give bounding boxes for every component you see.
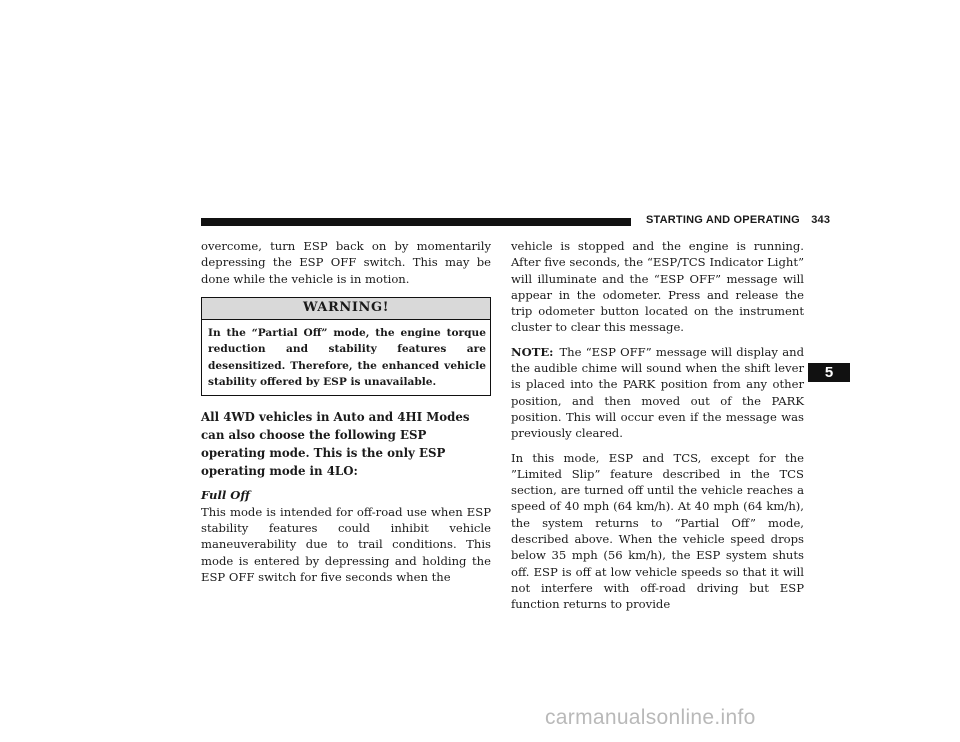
section-title: STARTING AND OPERATING xyxy=(646,214,800,226)
warning-body: In the “Partial Off” mode, the engine torque reduction and stability features are desensitized. Therefore, the enhanced vehicle stability offered by ESP is unavailable. xyxy=(208,327,486,389)
note-label: NOTE: xyxy=(511,344,554,359)
chapter-tab: 5 xyxy=(808,363,850,382)
mode-subheading: Full Off xyxy=(201,488,250,503)
paragraph: This mode is intended for off-road use when ESP stability features could inhibit vehicle maneuverability due to trail conditions. This mode is entered by depressing and holding the ESP OFF switch for five seconds when the xyxy=(201,504,491,584)
running-header xyxy=(646,214,830,226)
right-column xyxy=(511,238,804,621)
page-number: 343 xyxy=(811,214,831,226)
warning-title: WARNING! xyxy=(202,298,490,320)
note-text: The “ESP OFF” message will display and the audible chime will sound when the shift lever is placed into the PARK position from any other position, and then moved out of the PARK position. This will occur even if the message was previously cleared. xyxy=(511,344,804,441)
watermark: carmanualsonline.info xyxy=(545,706,756,729)
header-rule xyxy=(201,218,631,226)
section-heading: All 4WD vehicles in Auto and 4HI Modes can also choose the following ESP operating mode. This is the only ESP operating mode in 4LO: xyxy=(201,410,470,479)
warning-box xyxy=(201,297,491,396)
paragraph: vehicle is stopped and the engine is running. After five seconds, the “ESP/TCS Indicator Light” will illuminate and the “ESP OFF” message will appear in the odometer. Press and release the trip odometer button located on the instrument cluster to clear this message. xyxy=(511,239,804,335)
note-paragraph xyxy=(511,344,804,442)
paragraph: overcome, turn ESP back on by momentarily depressing the ESP OFF switch. This may be done while the vehicle is in motion. xyxy=(201,239,491,286)
paragraph: In this mode, ESP and TCS, except for the ”Limited Slip” feature described in the TCS section, are turned off until the vehicle reaches a speed of 40 mph (64 km/h). At 40 mph (64 km/h), the system returns to “Partial Off” mode, described above. When the vehicle speed drops below 35 mph (56 km/h), the ESP system shuts off. ESP is off at low vehicle speeds so that it will not interfere with off-road driving but ESP function returns to provide xyxy=(511,450,804,612)
left-column xyxy=(201,238,491,593)
